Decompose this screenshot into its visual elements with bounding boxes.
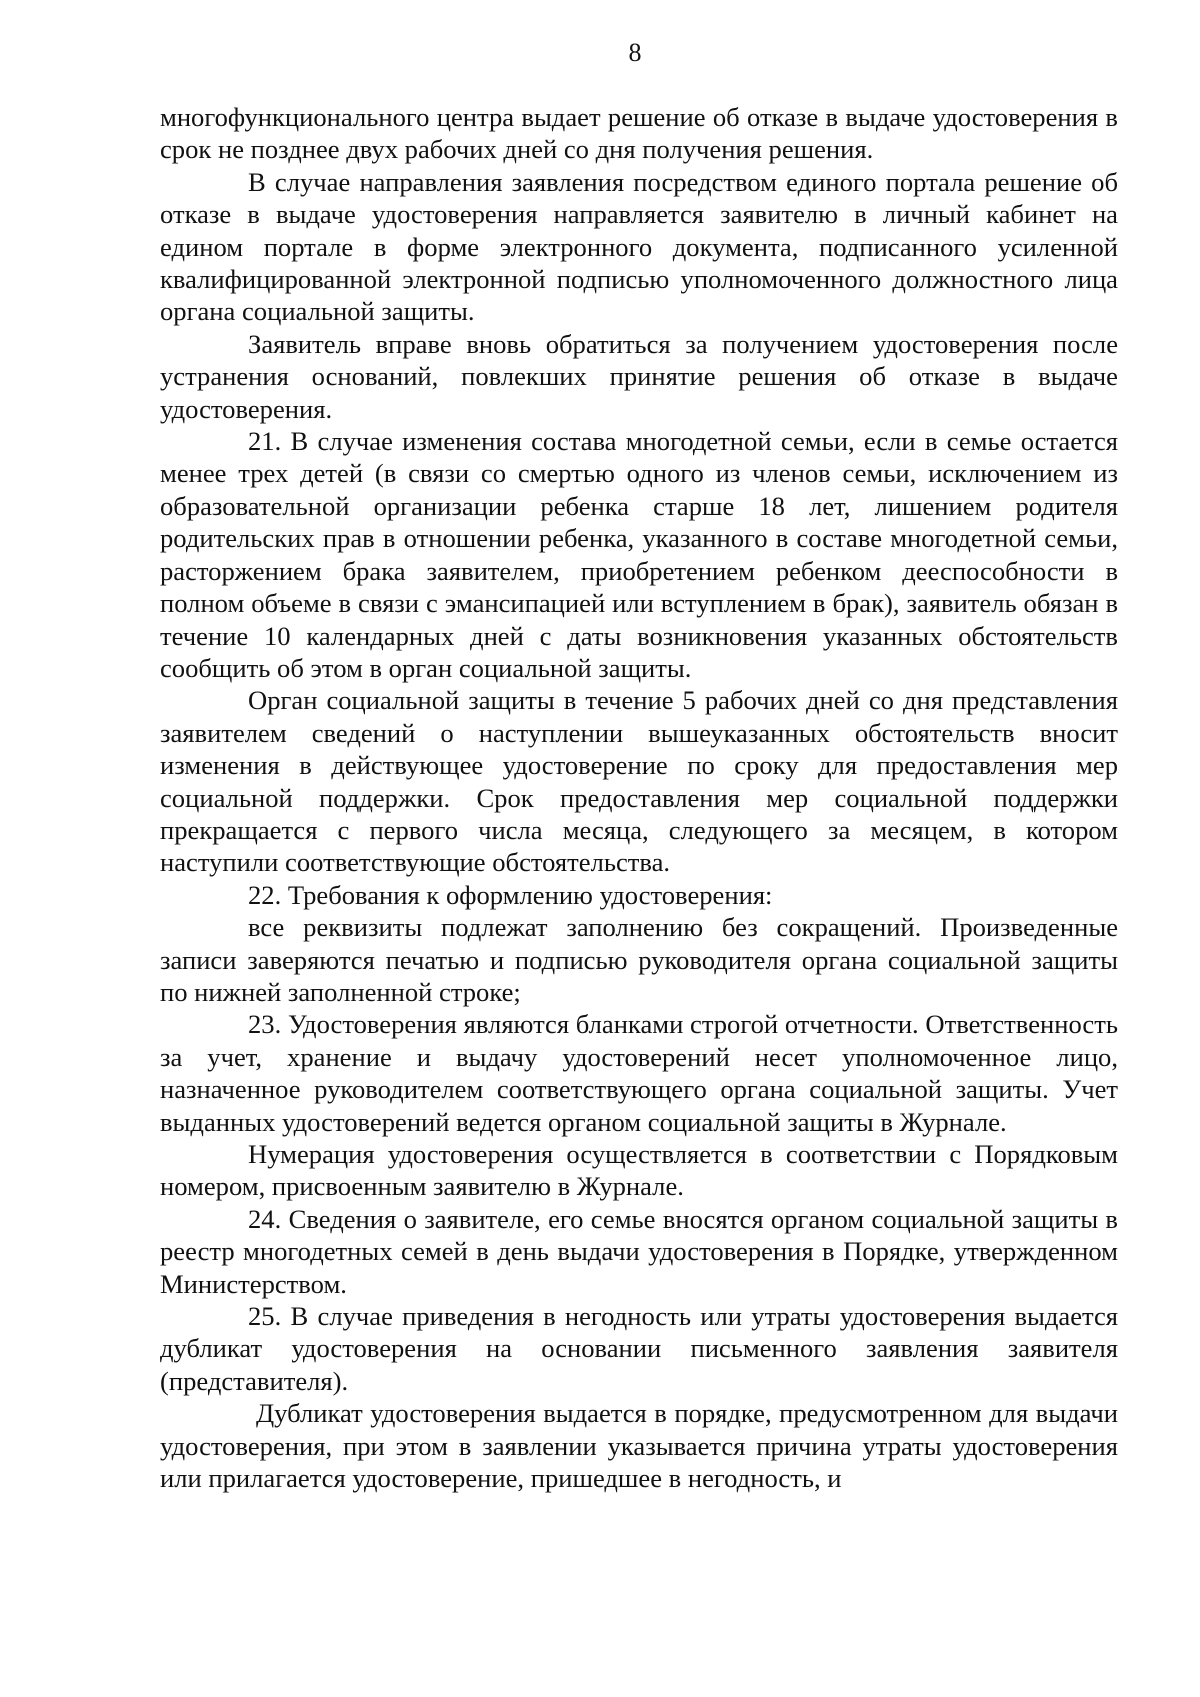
paragraph-social-protection-changes: Орган социальной защиты в течение 5 рабочих дней со дня представления заявителем сведений о наступлении вышеуказанных обстоятельств вносит изменения в действующее удостоверение по сроку для предоставления мер социальной поддержки. Срок предоставления мер социальной поддержки прекращается с первого числа месяца, следующего за месяцем, в котором наступили соответствующие обстоятельства. [160, 685, 1118, 878]
paragraph-22: 22. Требования к оформлению удостоверения: [248, 879, 773, 910]
document-body [160, 101, 1118, 1494]
paragraph-requisites: все реквизиты подлежат заполнению без сокращений. Произведенные записи заверяются печатью и подписью руководителя органа социальной защиты по нижней заполненной строке; [160, 912, 1118, 1007]
paragraph-24: 24. Сведения о заявителе, его семье вносятся органом социальной защиты в реестр многодетных семей в день выдачи удостоверения в Порядке, утвержденном Министерством. [160, 1203, 1118, 1299]
paragraph-continuation: многофункционального центра выдает решение об отказе в выдаче удостоверения в срок не позднее двух рабочих дней со дня получения решения. [160, 102, 1118, 165]
paragraph-reapply: Заявитель вправе вновь обратиться за получением удостоверения после устранения оснований, повлекших принятие решения об отказе в выдаче удостоверения. [160, 328, 1118, 424]
paragraph-21: 21. В случае изменения состава многодетной семьи, если в семье остается менее трех детей (в связи со смертью одного из членов семьи, исключением из образовательной организации ребенка старше 18 лет, лишением родителя родительских прав в отношении ребенка, указанного в составе многодетной семьи, расторжением брака заявителем, приобретением ребенком дееспособности в полном объеме в связи с эмансипацией или вступлением в брак), заявитель обязан в течение 10 календарных дней с даты возникновения указанных обстоятельств сообщить об этом в орган социальной защиты. [160, 426, 1118, 683]
page-number: 8 [628, 38, 642, 67]
paragraph-duplicate: Дубликат удостоверения выдается в порядке, предусмотренном для выдачи удостоверения, при этом в заявлении указывается причина утраты удостоверения или прилагается удостоверение, пришедшее в негодность, и [160, 1398, 1118, 1494]
paragraph-23: 23. Удостоверения являются бланками строгой отчетности. Ответственность за учет, хранение и выдачу удостоверений несет уполномоченное лицо, назначенное руководителем соответствующего органа социальной защиты. Учет выданных удостоверений ведется органом социальной защиты в Журнале. [160, 1009, 1118, 1137]
paragraph-25: 25. В случае приведения в негодность или утраты удостоверения выдается дубликат удостоверения на основании письменного заявления заявителя (представителя). [160, 1301, 1118, 1396]
paragraph-portal-refusal: В случае направления заявления посредством единого портала решение об отказе в выдаче удостоверения направляется заявителю в личный кабинет на едином портале в форме электронного документа, подписанного усиленной квалифицированной электронной подписью уполномоченного должностного лица органа социальной защиты. [160, 166, 1118, 327]
paragraph-numbering: Нумерация удостоверения осуществляется в соответствии с Порядковым номером, присвоенным заявителю в Журнале. [160, 1139, 1118, 1202]
